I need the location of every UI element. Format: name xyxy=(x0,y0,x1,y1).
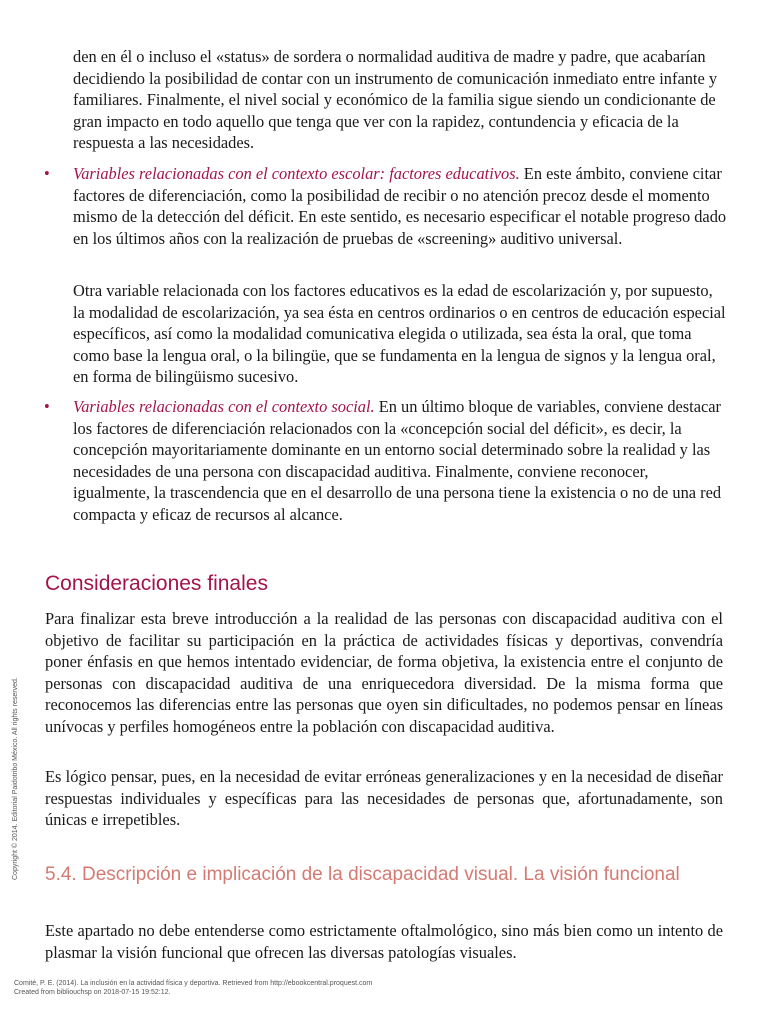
section-heading: Consideraciones finales xyxy=(45,572,268,595)
intro-continuation-paragraph: den en él o incluso el «status» de sordera o normalidad auditiva de madre y padre, que acabarían decidiendo la posibilidad de contar con un instrumento de comunicación inmediato entre infante y familiares. Finalmente, el nivel social y económico de la familia sigue siendo un condicionante de gran impacto en todo aquello que tenga que ver con la rapidez, contundencia y eficacia de la respuesta a las necesidades. xyxy=(73,47,718,153)
bullet-lead-school-context: Variables relacionadas con el contexto escolar: factores educativos. xyxy=(73,164,520,183)
subsection-heading: 5.4. Descripción e implicación de la discapacidad visual. La visión funcional xyxy=(45,864,680,885)
bullet-school-context-extra-paragraph: Otra variable relacionada con los factores educativos es la edad de escolarización y, por supuesto, la modalidad de escolarización, ya sea ésta en centros ordinarios o en centros de educación especial específicos, así como la modalidad comunicativa elegida o utilizada, sea ésta la oral, que toma como base la lengua oral, o la bilingüe, que se fundamenta en la lengua de signos y la lengua oral, en forma de bilingüismo sucesivo. xyxy=(73,281,726,387)
bullet-marker: • xyxy=(44,164,50,183)
subsection-paragraph: Este apartado no debe entenderse como estrictamente oftalmológico, sino más bien como un intento de plasmar la visión funcional que ofrecen las diversas patologías visuales. xyxy=(45,921,723,962)
bullet-school-context xyxy=(73,163,727,249)
bullet-text-school-context: En este ámbito, conviene citar factores de diferenciación, como la posibilidad de recibir o no atención precoz desde el momento mismo de la detección del déficit. En este sentido, es necesario especificar el notable progreso dado en los últimos años con la realización de pruebas de «screening» auditivo universal. xyxy=(73,164,727,248)
section-paragraph-2: Es lógico pensar, pues, en la necesidad de evitar erróneas generalizaciones y en la necesidad de diseñar respuestas individuales y específicas para las necesidades de personas que, afortunadamente, son únicas e irrepetibles. xyxy=(45,767,723,830)
footer-created: Created from bibliouchsp on 2018-07-15 19:52:12. xyxy=(14,989,171,996)
page-footer xyxy=(14,979,372,997)
bullet-social-context xyxy=(73,396,727,526)
section-paragraph-1: Para finalizar esta breve introducción a la realidad de las personas con discapacidad auditiva con el objetivo de facilitar su participación en la práctica de actividades físicas y deportivas, convendría poner énfasis en que hemos intentado evidenciar, de forma objetiva, la existencia entre el conjunto de personas con discapacidad auditiva de una enriquecedora diversidad. De la misma forma que reconocemos las diferencias entre las personas que oyen sin dificultades, no podemos pensar en líneas unívocas y perfiles homogéneos entre la población con discapacidad auditiva. xyxy=(45,609,723,736)
bullet-marker: • xyxy=(44,397,50,416)
bullet-text-social-context: En un último bloque de variables, conviene destacar los factores de diferenciación relacionados con la «concepción social del déficit», es decir, la concepción mayoritariamente dominante en un entorno social determinado sobre la realidad y las necesidades de una persona con discapacidad auditiva. Finalmente, conviene reconocer, igualmente, la trascendencia que en el desarrollo de una persona tiene la existencia o no de una red compacta y eficaz de recursos al alcance. xyxy=(73,397,722,524)
sidebar-copyright: Copyright © 2014. Editorial Paidotribo México. All rights reserved. xyxy=(12,677,19,880)
bullet-lead-social-context: Variables relacionadas con el contexto social. xyxy=(73,397,375,416)
footer-citation: Comité, P. E. (2014). La inclusión en la actividad física y deportiva. Retrieved from http://ebookcentral.proquest.com xyxy=(14,980,373,987)
